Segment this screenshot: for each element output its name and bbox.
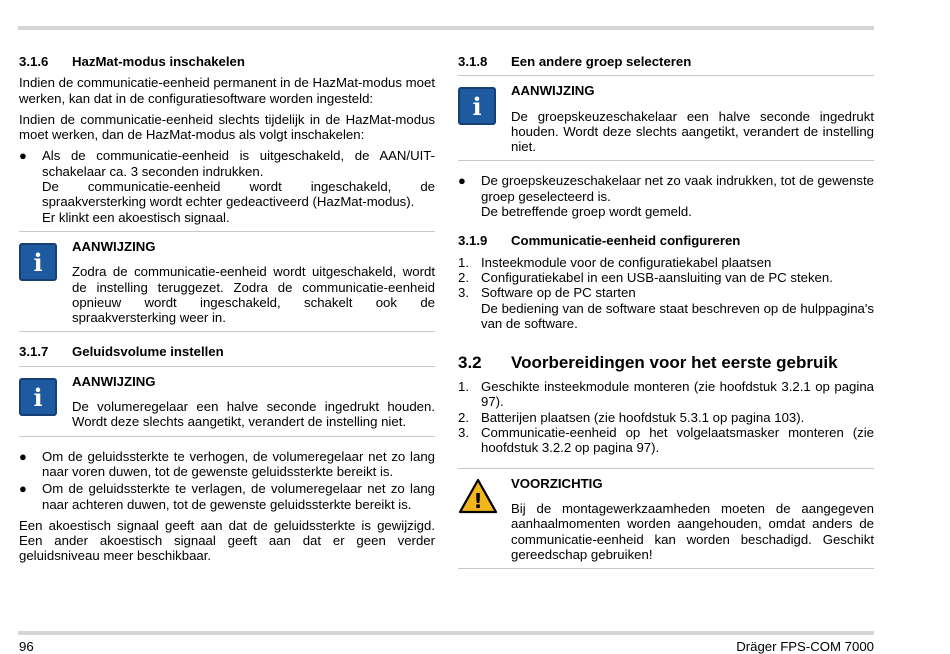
- list-result: De bediening van de software staat beschreven op de hulppagina's van de software.: [481, 300, 874, 331]
- note-title: AANWIJZING: [72, 373, 156, 389]
- section-number: 3.2: [458, 353, 482, 373]
- list-number: 3.: [458, 425, 469, 441]
- list-text: Geschikte insteekmodule monteren (zie hoofdstuk 3.2.1 op pagina 97).: [481, 379, 874, 410]
- section-heading-3-1-9: [458, 233, 874, 248]
- bullet-text: Als de communicatie-eenheid is uitgeschakeld, de AAN/UIT-schakelaar ca. 3 seconden indrukken.: [42, 148, 435, 179]
- left-column: [19, 54, 435, 570]
- bullet-item: [19, 148, 435, 224]
- paragraph: Indien de communicatie-eenheid permanent in de HazMat-modus moet werken, kan dat in de configuratiesoftware worden ingesteld:: [19, 75, 435, 106]
- list-item: [458, 410, 874, 425]
- bullet-item: [19, 449, 435, 480]
- caution-title: VOORZICHTIG: [511, 475, 603, 491]
- list-item: [458, 285, 874, 331]
- list-item: [458, 255, 874, 270]
- bullet-text: De groepskeuzeschakelaar net zo vaak indrukken, tot de gewenste groep geselecteerd is.: [481, 173, 874, 204]
- bullet-result: De communicatie-eenheid wordt ingeschakeld, de spraakversterking wordt echter gedeactiveerd (HazMat-modus).: [42, 179, 435, 210]
- section-number: 3.1.8: [458, 54, 488, 69]
- paragraph: Indien de communicatie-eenheid slechts tijdelijk in de HazMat-modus moet werken, dan de HazMat-modus als volgt inschakelen:: [19, 111, 435, 143]
- footer-rule: [18, 631, 874, 635]
- product-name: Dräger FPS-COM 7000: [736, 639, 874, 654]
- section-heading-3-2: [458, 353, 874, 373]
- list-text: Batterijen plaatsen (zie hoofdstuk 5.3.1 op pagina 103).: [481, 409, 805, 425]
- bullet-text: Om de geluidssterkte te verhogen, de volumeregelaar net zo lang naar voren duwen, tot de gewenste geluidssterkte bereikt is.: [42, 448, 435, 479]
- list-item: [458, 270, 874, 285]
- list-number: 2.: [458, 409, 469, 425]
- section-title: Een andere groep selecteren: [511, 54, 692, 69]
- page-number: 96: [19, 639, 34, 654]
- svg-text:!: !: [473, 488, 483, 513]
- bullet-item: [19, 481, 435, 512]
- section-heading-3-1-8: [458, 54, 874, 69]
- info-icon: i: [19, 378, 57, 416]
- info-icon: i: [19, 243, 57, 281]
- section-number: 3.1.7: [19, 344, 49, 360]
- bullet-result: De betreffende groep wordt gemeld.: [481, 204, 692, 220]
- bullet-item: [458, 173, 874, 219]
- list-number: 2.: [458, 269, 469, 285]
- right-column: [458, 54, 874, 581]
- note-box: [19, 366, 435, 437]
- list-number: 1.: [458, 379, 469, 395]
- section-title: Voorbereidingen voor het eerste gebruik: [511, 353, 838, 373]
- note-box: [458, 75, 874, 161]
- list-item: [458, 379, 874, 410]
- list-text: Communicatie-eenheid op het volgelaatsmasker monteren (zie hoofdstuk 3.2.2 op pagina 97).: [481, 425, 874, 456]
- section-title: HazMat-modus inschakelen: [72, 54, 245, 69]
- list-number: 1.: [458, 254, 469, 270]
- bullet-result: Er klinkt een akoestisch signaal.: [42, 209, 230, 225]
- caution-text: Bij de montagewerkzaamheden moeten de aangegeven aanhaalmomenten worden aangehouden, omdat anders de communicatie-eenheid kan worden beschadigd. Geschikt gereedschap gebruiken!: [511, 500, 874, 562]
- paragraph: Een akoestisch signaal geeft aan dat de geluidssterkte is gewijzigd. Een ander akoestisch signaal geeft aan dat er geen verder geluidsniveau meer beschikbaar.: [19, 517, 435, 564]
- bullet-icon: ●: [458, 173, 466, 189]
- bullet-icon: ●: [19, 481, 27, 497]
- list-item: [458, 425, 874, 456]
- header-rule: [18, 26, 874, 30]
- note-text: De groepskeuzeschakelaar een halve seconde ingedrukt houden. Wordt deze slechts aangetikt, verandert de instelling niet.: [511, 108, 874, 155]
- note-text: De volumeregelaar een halve seconde ingedrukt houden. Wordt deze slechts aangetikt, verandert de instelling niet.: [72, 399, 435, 430]
- note-title: AANWIJZING: [511, 83, 595, 99]
- bullet-text: Om de geluidssterkte te verlagen, de volumeregelaar net zo lang naar achteren duwen, tot de gewenste geluidssterkte bereikt is.: [42, 481, 435, 512]
- section-title: Geluidsvolume instellen: [72, 344, 224, 360]
- note-text: Zodra de communicatie-eenheid wordt uitgeschakeld, wordt de instelling teruggezet. Zodra de communicatie-eenheid opnieuw wordt ingeschakeld, schakelt ook de spraakversterking weer in.: [72, 264, 435, 326]
- warning-icon: [458, 478, 498, 514]
- section-number: 3.1.6: [19, 54, 49, 69]
- info-icon: i: [458, 87, 496, 125]
- list-text: Configuratiekabel in een USB-aansluiting van de PC steken.: [481, 269, 833, 285]
- section-number: 3.1.9: [458, 233, 488, 249]
- section-title: Communicatie-eenheid configureren: [511, 233, 741, 249]
- list-text: Software op de PC starten: [481, 285, 636, 301]
- note-box: [19, 231, 435, 332]
- bullet-icon: ●: [19, 448, 27, 464]
- list-text: Insteekmodule voor de configuratiekabel plaatsen: [481, 254, 772, 270]
- section-heading-3-1-6: [19, 54, 435, 69]
- caution-box: [458, 468, 874, 569]
- list-number: 3.: [458, 285, 469, 301]
- bullet-icon: ●: [19, 148, 27, 164]
- note-title: AANWIJZING: [72, 238, 156, 254]
- section-heading-3-1-7: [19, 344, 435, 359]
